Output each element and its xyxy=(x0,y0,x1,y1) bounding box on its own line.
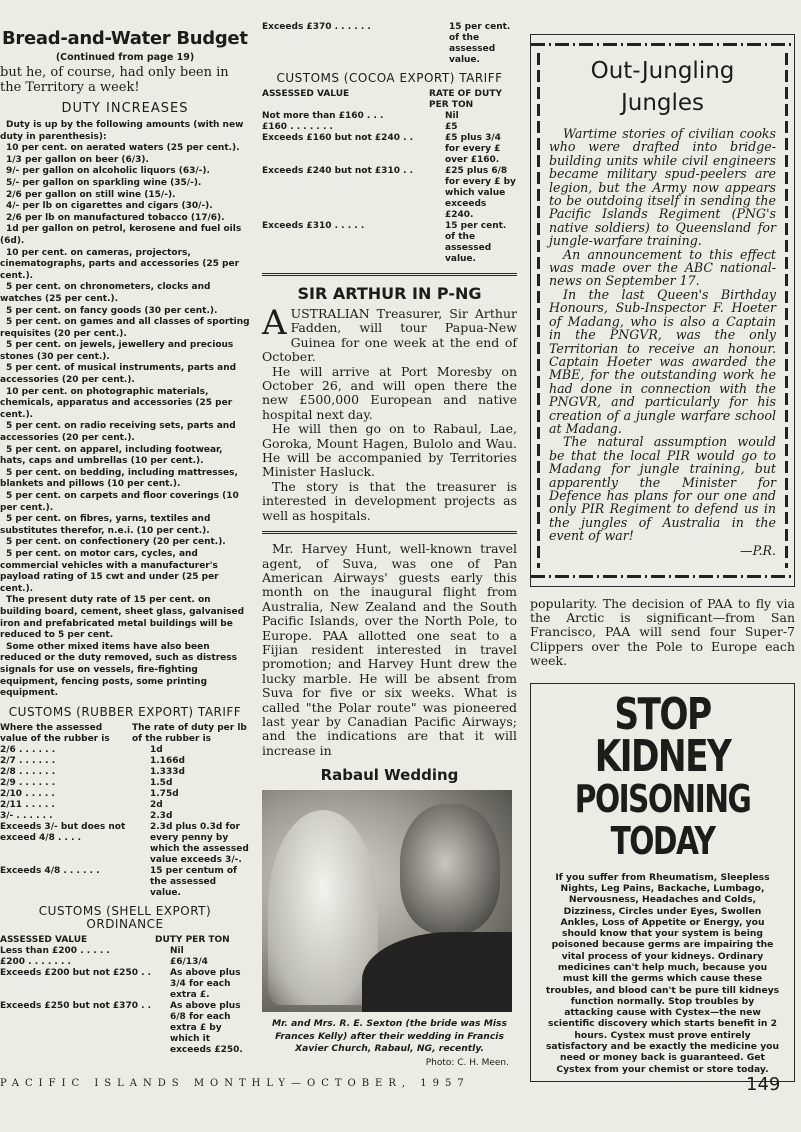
row-label: Not more than £160 . . . xyxy=(262,111,384,121)
row-label: Exceeds £200 but not £250 . . xyxy=(0,967,152,978)
box-paragraph: An announcement to this effect was made over the ABC national-news on September 17. xyxy=(549,246,776,289)
table-row xyxy=(0,946,250,957)
story-paragraph: He will arrive at Port Moresby on October 26, and will open there the new £500,000 European and native hospital next day. xyxy=(262,363,517,422)
rubber-tariff-title: CUSTOMS (RUBBER EXPORT) TARIFF xyxy=(8,704,242,719)
rubber-table xyxy=(0,745,250,899)
box-text xyxy=(543,127,782,543)
table-row xyxy=(262,166,517,221)
drop-cap: A xyxy=(262,303,287,343)
duty-note: Some other mixed items have also been reduced or the duty removed, such as distress signals for use on vessels, fire-fighting equipment, fencing posts, some printing equipment. xyxy=(0,641,237,699)
header-right: RATE OF DUTY PER TON xyxy=(429,89,502,110)
groom-suit xyxy=(362,932,512,1012)
duty-note: The present duty rate of 15 per cent. on building board, cement, sheet glass, galvanised iron and prefabricated metal buildings will be reduced to 5 per cent. xyxy=(0,595,245,641)
header-left: Where the assessed value of the rubber is xyxy=(0,722,110,744)
box-title-line: Jungles xyxy=(620,90,705,116)
duty-items xyxy=(0,143,250,595)
duty-item: 5 per cent. on motor cars, cycles, and commercial vehicles with a manufacturer's payload rating of 15 cwt and under (25 per cent.). xyxy=(0,548,219,594)
border-ornament xyxy=(785,53,788,568)
page-footer: PACIFIC ISLANDS MONTHLY—OCTOBER, 1957 xyxy=(0,1078,470,1089)
table-row xyxy=(0,1001,250,1056)
author-signature: —P.R. xyxy=(739,542,776,558)
row-label: 2/6 . . . . . . xyxy=(0,744,56,755)
row-value: £5 plus 3/4 for every £ over £160. xyxy=(445,133,501,165)
cystex-advertisement xyxy=(530,683,795,1082)
photo-credit: Photo: C. H. Meen. xyxy=(425,1057,509,1068)
row-value: £6/13/4 xyxy=(170,956,208,967)
duty-item: 4/- per lb on cigarettes and cigars (30/-). xyxy=(6,201,213,212)
row-label: Exceeds 4/8 . . . . . . xyxy=(0,865,100,876)
row-label: Exceeds 3/- but does not exceed 4/8 . . . . xyxy=(0,821,126,843)
duty-item: 5 per cent. on chronometers, clocks and watches (25 per cent.). xyxy=(0,282,211,304)
table-row xyxy=(262,22,517,66)
ad-headline: STOP KIDNEY xyxy=(594,688,731,782)
row-value: 1.166d xyxy=(150,755,185,766)
duty-item: 5 per cent. on bedding, including mattresses, blankets and pillows (10 per cent.). xyxy=(0,467,238,490)
header-right: The rate of duty per lb of the rubber is xyxy=(132,722,247,744)
row-value: 2d xyxy=(150,799,163,810)
duty-increases-heading: DUTY INCREASES xyxy=(61,101,189,116)
border-ornament xyxy=(537,53,540,568)
row-value: £25 plus 6/8 for every £ by which value exceeds £240. xyxy=(445,166,516,220)
row-value: 15 per cent. of the assessed value. xyxy=(445,221,507,264)
table-row xyxy=(0,800,250,811)
page-number: 149 xyxy=(746,1074,781,1095)
continued-note: (Continued from page 19) xyxy=(55,52,195,63)
row-label: Exceeds £370 . . . . . . xyxy=(262,22,371,32)
row-label: 2/8 . . . . . . xyxy=(0,766,56,777)
story-paragraph: He will then go on to Rabaul, Lae, Goroka, Mount Hagen, Bulolo and Wau. He will be accompanied by Territories Minister Hasluck. xyxy=(262,421,517,480)
story-paragraph: Mr. Harvey Hunt, well-known travel agent, of Suva, was one of Pan American Airways' guests early this month on the inaugural flight from Australia, New Zealand and the South Pacific Islands, over the North Pole, to Europe. PAA allotted one seat to a Fijian resident interested in travel promotion; and Harvey Hunt drew the lucky marble. He will be absent from Suva for five or six weeks. What is called "the Polar route" was pioneered last year by Canadian Pacific Airways; and the indications are that it will increase in xyxy=(262,541,517,758)
harvey-hunt-story xyxy=(262,542,517,758)
row-label: £200 . . . . . . . xyxy=(0,956,71,967)
column-right xyxy=(530,22,795,1075)
row-value: 15 per cent. of the assessed value. xyxy=(449,22,511,65)
row-value: 1.5d xyxy=(150,777,173,788)
row-label: 2/7 . . . . . . xyxy=(0,755,56,766)
duty-item: 1d per gallon on petrol, kerosene and fuel oils (6d). xyxy=(0,224,242,246)
table-row xyxy=(0,789,250,800)
groom-figure xyxy=(400,804,500,934)
duty-item: 5 per cent. on carpets and floor coverings (10 per cent.). xyxy=(0,491,239,513)
duty-item: 5/- per gallon on sparkling wine (35/-). xyxy=(6,177,202,188)
table-row xyxy=(0,745,250,756)
row-label: 2/10 . . . . . xyxy=(0,788,55,799)
table-row xyxy=(262,133,517,166)
border-ornament xyxy=(531,43,794,46)
header-left: ASSESSED VALUE xyxy=(0,934,88,945)
ad-body: If you suffer from Rheumatism, Sleepless Nights, Leg Pains, Backache, Lumbago, Nervousness, Headaches and Colds, Dizziness, Circles under Eyes, Swollen Ankles, Loss of Appetite or Energy, you should know that your system is being poisoned because germs are impairing the vital process of your kidneys. Ordinary medicines can't help much, because you must kill the germs which cause these troubles, and blood can't be pure till kidneys function normally. Stop troubles by attacking cause with Cystex—the new scientific discovery which starts benefit in 2 hours. Cystex must prove entirely satisfactory and be exactly the medicine you need or money back is guaranteed. Get Cystex from your chemist or store today. xyxy=(545,871,780,1075)
box-title-line: Out-Jungling xyxy=(590,58,735,84)
shell-table-header xyxy=(0,935,250,946)
duty-item: 2/6 per lb on manufactured tobacco (17/6). xyxy=(6,212,225,223)
table-row xyxy=(0,767,250,778)
row-value: 15 per centum of the assessed value. xyxy=(150,865,237,898)
row-label: Exceeds £160 but not £240 . . xyxy=(262,133,414,143)
table-row xyxy=(262,221,517,265)
duty-item: 2/6 per gallon on still wine (15/-). xyxy=(6,189,176,200)
border-ornament xyxy=(531,575,794,578)
row-value: 2.3d xyxy=(150,810,173,821)
shell-table xyxy=(0,946,250,1056)
duty-item: 1/3 per gallon on beer (6/3). xyxy=(6,154,149,165)
duty-intro: Duty is up by the following amounts (with new duty in parenthesis): xyxy=(0,120,244,142)
ad-headline: POISONING TODAY xyxy=(574,776,751,863)
cocoa-table xyxy=(262,111,517,265)
story-paragraph: USTRALIAN Treasurer, Sir Arthur Fadden, will tour Papua-New Guinea for one week at the end of October. xyxy=(262,306,517,365)
row-value: As above plus 6/8 for each extra £ by which it exceeds £250. xyxy=(170,1000,243,1055)
duty-item: 5 per cent. on jewels, jewellery and precious stones (30 per cent.). xyxy=(0,340,234,362)
duty-item: 5 per cent. on confectionery (20 per cent.). xyxy=(6,537,226,548)
row-label: Less than £200 . . . . . xyxy=(0,945,110,956)
header-left: ASSESSED VALUE xyxy=(262,89,350,99)
sir-arthur-story xyxy=(262,303,517,523)
duty-item: 5 per cent. of musical instruments, parts and accessories (20 per cent.). xyxy=(0,363,237,386)
row-label: Exceeds £310 . . . . . xyxy=(262,221,365,231)
row-label: Exceeds £240 but not £310 . . xyxy=(262,166,414,176)
duty-item: 10 per cent. on photographic materials, chemicals, apparatus and accessories (25 per cent.). xyxy=(0,386,233,420)
box-paragraph: In the last Queen's Birthday Honours, Sub-Inspector F. Hoeter of Madang, who is also a Captain in the PNGVR, was the only Territorian to receive an honour. Captain Hoeter was awarded the MBE, for the outstanding work he had done in connection with the PNGVR, and particularly for his creation of a jungle warfare school at Madang. xyxy=(549,286,776,436)
table-row xyxy=(262,122,517,133)
column-left xyxy=(0,22,250,1067)
table-row xyxy=(0,957,250,968)
column-middle xyxy=(262,22,517,1067)
row-label: 2/11 . . . . . xyxy=(0,799,55,810)
photo-caption: Mr. and Mrs. R. E. Sexton (the bride was Miss Frances Kelly) after their wedding in Francis Xavier Church, Rabaul, NG, recently. xyxy=(272,1018,507,1055)
table-row xyxy=(0,866,250,899)
row-value: 2.3d plus 0.3d for every penny by which the assessed value exceeds 3/-. xyxy=(150,821,249,865)
box-paragraph: The natural assumption would be that the local PIR would go to Madang for jungle training, but apparently the Minister for Defence has plans for our one and only PIR Regiment to defend us in the jungles of Australia in the event of war! xyxy=(549,434,776,544)
row-value: Nil xyxy=(170,945,184,956)
lead-paragraph: but he, of course, had only been in the Territory a week! xyxy=(0,65,229,95)
duty-item: 9/- per gallon on alcoholic liquors (63/-). xyxy=(6,166,210,177)
duty-item: 5 per cent. on radio receiving sets, parts and accessories (20 per cent.). xyxy=(0,421,236,444)
header-right: DUTY PER TON xyxy=(155,934,230,945)
divider xyxy=(262,273,517,276)
article-headline-sir-arthur: SIR ARTHUR IN P-NG xyxy=(297,284,482,303)
cocoa-table-header xyxy=(262,89,517,111)
table-row xyxy=(262,111,517,122)
continued-story: popularity. The decision of PAA to fly via the Arctic is significant—from San Francisco, PAA will send four Super-7 Clippers over the Pole to Europe each week. xyxy=(530,595,795,669)
duty-item: 10 per cent. on cameras, projectors, cinematographs, parts and accessories (25 per cent.). xyxy=(0,247,240,281)
row-value: £5 xyxy=(445,122,458,132)
duty-item: 5 per cent. on fancy goods (30 per cent.). xyxy=(6,305,218,316)
duty-item: 10 per cent. on aerated waters (25 per cent.). xyxy=(6,143,240,154)
box-title xyxy=(543,55,782,119)
duty-item: 5 per cent. on games and all classes of sporting requisites (20 per cent.). xyxy=(0,317,250,339)
row-label: 2/9 . . . . . . xyxy=(0,777,56,788)
row-value: 1d xyxy=(150,744,163,755)
cocoa-tariff-title: CUSTOMS (COCOA EXPORT) TARIFF xyxy=(276,71,503,85)
row-value: 1.333d xyxy=(150,766,185,777)
table-row xyxy=(0,811,250,822)
row-value: As above plus 3/4 for each extra £. xyxy=(170,967,241,1000)
article-headline-budget: Bread-and-Water Budget xyxy=(2,28,248,49)
box-paragraph: Wartime stories of civilian cooks who were drafted into bridge-building units while civil engineers became military spud-peelers are legion, but the Army now appears to be outdoing itself in sending the Pacific Islands Regiment (PNG's native soldiers) to Queensland for jungle-warfare training. xyxy=(549,126,776,249)
duty-list xyxy=(0,120,250,700)
table-row xyxy=(0,756,250,767)
row-value: 1.75d xyxy=(150,788,179,799)
divider xyxy=(262,531,517,534)
row-label: £160 . . . . . . . xyxy=(262,122,333,132)
row-label: Exceeds £250 but not £370 . . xyxy=(0,1000,152,1011)
row-label: 3/- . . . . . . xyxy=(0,810,53,821)
duty-item: 5 per cent. on fibres, yarns, textiles and substitutes therefor, n.e.i. (10 per cent.). xyxy=(0,514,211,536)
duty-item: 5 per cent. on apparel, including footwear, hats, caps and umbrellas (10 per cent.). xyxy=(0,444,223,467)
table-row xyxy=(0,822,250,866)
rubber-table-header xyxy=(0,723,250,745)
article-headline-wedding: Rabaul Wedding xyxy=(320,766,459,785)
shell-ordinance-title: CUSTOMS (SHELL EXPORT) ORDINANCE xyxy=(38,903,212,931)
wedding-photo xyxy=(262,790,512,1012)
out-jungling-box xyxy=(530,34,795,587)
row-value: Nil xyxy=(445,111,459,121)
table-row xyxy=(0,968,250,1001)
table-row xyxy=(0,778,250,789)
story-paragraph: The story is that the treasurer is interested in development projects as well as hospitals. xyxy=(262,478,517,523)
